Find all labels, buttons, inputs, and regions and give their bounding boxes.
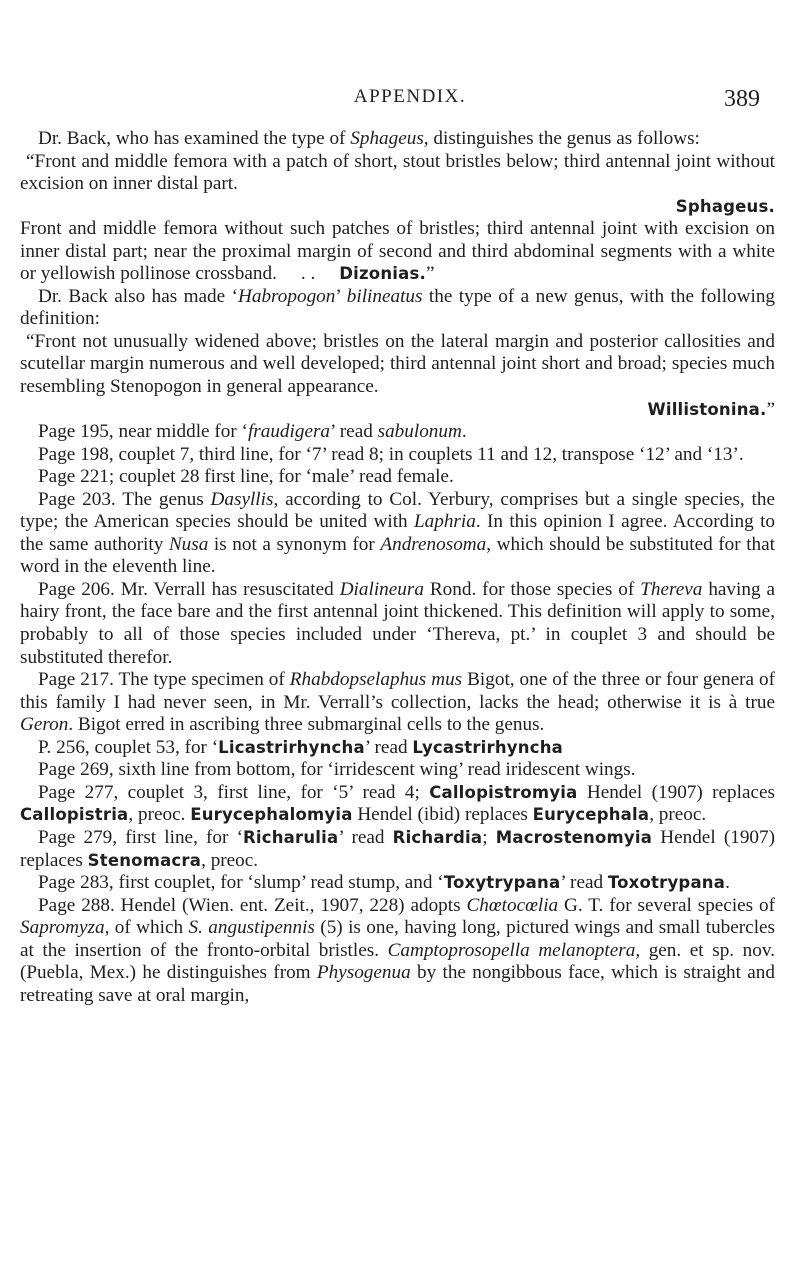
page-number: 389 — [724, 86, 760, 112]
paragraph-page-256: P. 256, couplet 53, for ‘Licastrirhyncha’ read Lycastrirhyncha — [38, 736, 563, 758]
page-body — [20, 128, 775, 1007]
paragraph-page-203: Page 203. The genus Dasyllis, according to Col. Yerbury, comprises but a single species, the type; the American species should be united with Laphria. In this opinion I agree. According to the same authority Nusa is not a synonym for Andrenosoma, which should be substituted for that word in the eleventh line. — [20, 488, 776, 578]
paragraph-page-221: Page 221; couplet 28 first line, for ‘male’ read female. — [38, 466, 454, 488]
paragraph-sphageus-intro: Dr. Back, who has examined the type of Sphageus, distinguishes the genus as follows: — [38, 128, 700, 149]
paragraph-habropogon: Dr. Back also has made ‘Habropogon’ bilineatus the type of a new genus, with the following definition: — [20, 285, 776, 330]
genus-name: Lycastrirhyncha — [412, 737, 563, 757]
paragraph-sphageus-key: “Front and middle femora with a patch of short, stout bristles below; third antennal joint without excision on inner distal part. Sphageus. — [20, 150, 775, 216]
paragraph-page-288: Page 288. Hendel (Wien. ent. Zeit., 1907, 228) adopts Chœtocœlia G. T. for several species of Sapromyza, of which S. angustipennis (5) is one, having long, pictured wings and small tubercles at the insertion of the fronto-orbital bristles. Camptoprosopella melanoptera, gen. et sp. nov. (Puebla, Mex.) he distinguishes from Physogenua by the nongibbous face, which is straight and retreating save at oral margin, — [20, 894, 776, 1006]
paragraph-page-277: Page 277, couplet 3, first line, for ‘5’ read 4; Callopistromyia Hendel (1907) replaces Callopistria, preoc. Eurycephalomyia Hendel (ibid) replaces Eurycephala, preoc. — [20, 781, 775, 826]
paragraph-page-195: Page 195, near middle for ‘fraudigera’ read sabulonum. — [38, 421, 467, 443]
paragraph-page-217: Page 217. The type specimen of Rhabdopselaphus mus Bigot, one of the three or four genera of this family I had never seen, in Mr. Verrall’s collection, lacks the head; otherwise it is à true Geron. Bigot erred in ascribing three submarginal cells to the genus. — [20, 669, 776, 736]
paragraph-page-269: Page 269, sixth line from bottom, for ‘irridescent wing’ read iridescent wings. — [38, 759, 636, 781]
genus-name: Sphageus. — [675, 196, 775, 216]
paragraph-page-283: Page 283, first couplet, for ‘slump’ read stump, and ‘Toxytrypana’ read Toxotrypana. — [38, 872, 730, 894]
genus-name: Dizonias. — [339, 264, 426, 284]
paragraph-willistonina-key: “Front not unusually widened above; bristles on the lateral margin and posterior callosities and scutellar margin numerous and well developed; third antennal joint short and broad; species much resembling Stenopogon in general appearance. Willistonina.” — [20, 330, 775, 420]
genus-name: Willistonina. — [647, 399, 767, 419]
paragraph-page-198: Page 198, couplet 7, third line, for ‘7’ read 8; in couplets 11 and 12, transpose ‘12’ and ‘13’. — [38, 443, 744, 465]
paragraph-page-206: Page 206. Mr. Verrall has resuscitated Dialineura Rond. for those species of Thereva having a hairy front, the face bare and the first antennal joint thickened. This definition will apply to some, probably to all of those species included under ‘Thereva, pt.’ in couplet 3 and should be substituted therefor. — [20, 578, 775, 668]
genus-name: Licastrirhyncha — [218, 737, 365, 757]
page-header — [60, 76, 760, 116]
running-head: APPENDIX. — [353, 86, 467, 107]
paragraph-page-279: Page 279, first line, for ‘Richarulia’ read Richardia; Macrostenomyia Hendel (1907) replaces Stenomacra, preoc. — [20, 826, 775, 871]
paragraph-dizonias-key: Front and middle femora without such patches of bristles; third antennal joint with excision on inner distal part; near the proximal margin of second and third abdominal segments with a white or yellowish pollinose crossband. . . Dizonias.” — [20, 218, 775, 285]
